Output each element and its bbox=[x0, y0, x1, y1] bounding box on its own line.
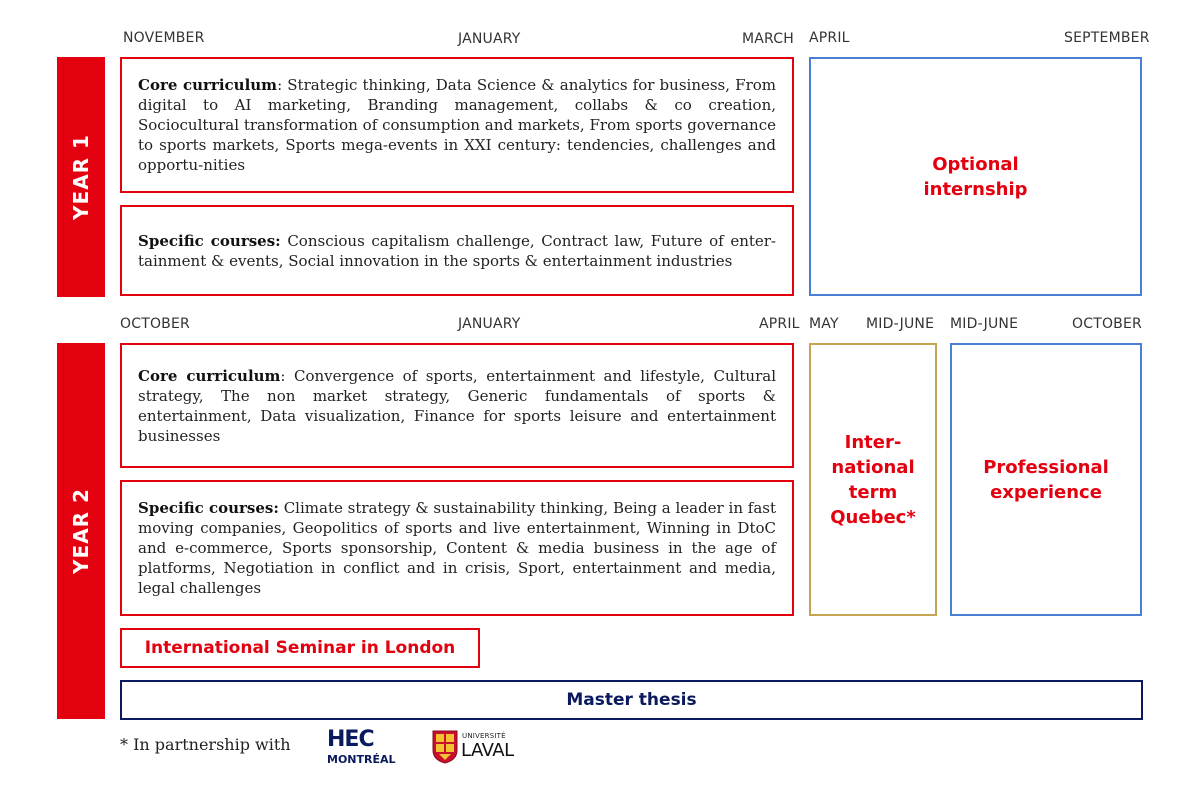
laval-shield-icon bbox=[432, 730, 458, 764]
year1-label: YEAR 1 bbox=[69, 134, 93, 220]
year2-core-curriculum-box bbox=[120, 343, 794, 468]
professional-line1: Professional bbox=[983, 456, 1109, 478]
year2-specific-courses-box bbox=[120, 480, 794, 616]
internship-line2: internship bbox=[923, 178, 1028, 200]
y1-month-january: JANUARY bbox=[458, 31, 521, 47]
intl-term-line3: term bbox=[848, 481, 898, 503]
year2-specific-title: Specific courses: bbox=[138, 499, 279, 517]
year2-specific-text: Climate strategy & sustainability thinking, Being a leader in fast moving companies, Geopolitics of sports and live entertainment, Winning in DtoC and e-commerce, Sports sponsorship, Content & media business in the age of platforms, Negotiation in conflict and in crisis, Sport, entertainment and media, legal challenges bbox=[138, 499, 776, 597]
year1-bar bbox=[57, 57, 105, 297]
professional-experience-box bbox=[950, 343, 1142, 616]
year2-core-text: : Convergence of sports, entertainment and lifestyle, Cultural strategy, The non market strategy, Generic fundamentals of sports & entertainment, Data visualization, Finance for sports leisure and entertainment businesses bbox=[138, 366, 776, 445]
year1-specific-courses-box bbox=[120, 205, 794, 296]
professional-line2: experience bbox=[990, 481, 1102, 503]
universite-laval-logo bbox=[432, 730, 522, 768]
y2-month-october: OCTOBER bbox=[120, 316, 190, 332]
hec-logo-bottom: MONTRÉAL bbox=[327, 753, 396, 766]
year1-core-title: Core curriculum bbox=[138, 76, 278, 94]
y1-month-november: NOVEMBER bbox=[123, 30, 205, 46]
internship-line1: Optional bbox=[932, 153, 1019, 175]
thesis-label: Master thesis bbox=[566, 689, 697, 710]
y1-month-april: APRIL bbox=[809, 30, 850, 46]
seminar-label: International Seminar in London bbox=[144, 637, 456, 658]
year1-core-curriculum-box bbox=[120, 57, 794, 193]
optional-internship-box bbox=[809, 57, 1142, 296]
hec-logo-top: HEC bbox=[327, 727, 374, 752]
y2-month-mid-june-b: MID-JUNE bbox=[950, 316, 1019, 332]
y1-month-march: MARCH bbox=[742, 31, 794, 47]
y2-month-april: APRIL bbox=[759, 316, 800, 332]
year1-core-text: : Strategic thinking, Data Science & analytics for business, From digital to AI marketing, Branding management, collabs & co creation, Sociocultural transformation of consumption and markets, From sports governance to sports markets, Sports mega-events in XXI century: tendencies, challenges and opportu-nities bbox=[138, 76, 776, 174]
hec-montreal-logo bbox=[327, 729, 407, 769]
year1-specific-title: Specific courses: bbox=[138, 231, 281, 250]
y2-month-october-end: OCTOBER bbox=[1072, 316, 1142, 332]
y1-month-september: SEPTEMBER bbox=[1064, 30, 1150, 46]
laval-logo-bottom: LAVAL bbox=[461, 740, 514, 761]
intl-term-line4: Quebec* bbox=[830, 506, 916, 528]
year2-label: YEAR 2 bbox=[69, 488, 93, 574]
international-term-box bbox=[809, 343, 937, 616]
intl-term-line1: Inter- bbox=[844, 431, 902, 453]
y2-month-may: MAY bbox=[809, 316, 839, 332]
y2-month-january: JANUARY bbox=[458, 316, 521, 332]
master-thesis-box bbox=[120, 680, 1143, 720]
partnership-note: * In partnership with bbox=[120, 735, 291, 754]
year2-bar bbox=[57, 343, 105, 719]
year2-core-title: Core curriculum bbox=[138, 366, 281, 385]
intl-term-line2: national bbox=[831, 456, 915, 478]
year1-specific-text: Conscious capitalism challenge, Contract law, Future of enter-tainment & events, Social innovation in the sports & entertainment industries bbox=[138, 231, 776, 270]
international-seminar-box bbox=[120, 628, 480, 668]
laval-logo-top: UNIVERSITÉ bbox=[462, 732, 506, 740]
y2-month-mid-june-a: MID-JUNE bbox=[866, 316, 935, 332]
